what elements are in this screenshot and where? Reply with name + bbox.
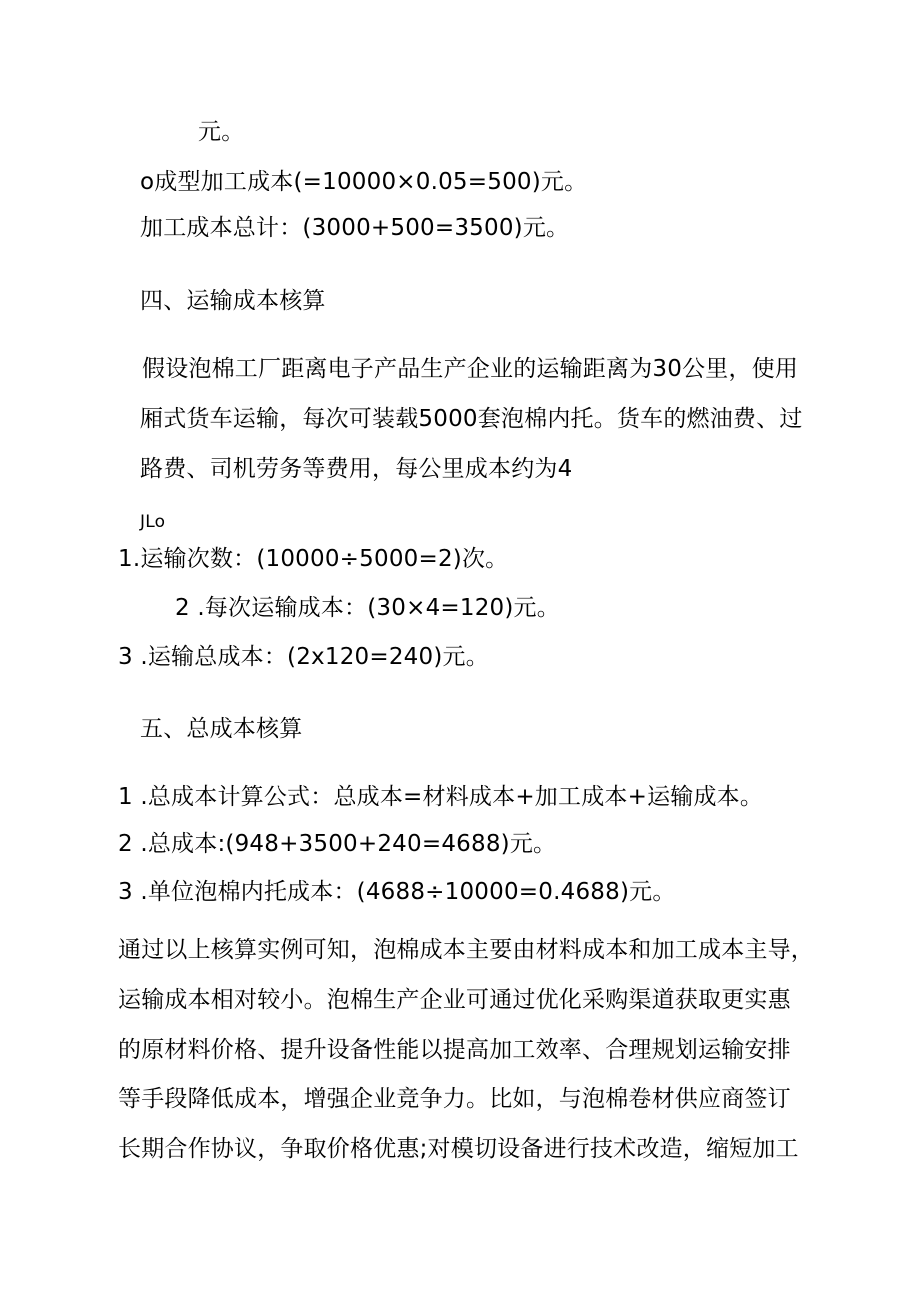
list-item-total-cost: 2 .总成本:(948+3500+240=4688)元。 <box>118 831 557 857</box>
text-line-processing-total: 加工成本总计：(3000+500=3500)元。 <box>140 215 570 241</box>
paragraph-line: 厢式货车运输，每次可装载5000套泡棉内托。货车的燃油费、过 <box>140 406 803 432</box>
paragraph-line: 假设泡棉工厂距离电子产品生产企业的运输距离为30公里，使用 <box>142 356 799 382</box>
list-item-unit-cost: 3 .单位泡棉内托成本：(4688÷10000=0.4688)元。 <box>118 879 676 905</box>
text-fragment: JLo <box>140 512 166 532</box>
text-line-forming-cost: o成型加工成本(=10000×0.05=500)元。 <box>140 169 588 195</box>
paragraph-line: 运输成本相对较小。泡棉生产企业可通过优化采购渠道获取更实惠 <box>118 987 791 1013</box>
paragraph-line: 长期合作协议，争取价格优惠;对模切设备进行技术改造，缩短加工 <box>118 1136 799 1162</box>
paragraph-line: 等手段降低成本，增强企业竞争力。比如，与泡棉卷材供应商签订 <box>118 1086 791 1112</box>
list-item-transport-total: 3 .运输总成本：(2x120=240)元。 <box>118 644 489 670</box>
list-item-transport-count: 1.运输次数：(10000÷5000=2)次。 <box>118 546 509 572</box>
section-heading-total-cost: 五、总成本核算 <box>140 716 303 742</box>
paragraph-line: 通过以上核算实例可知，泡棉成本主要由材料成本和加工成本主导， <box>118 937 814 963</box>
section-heading-transport: 四、运输成本核算 <box>140 288 326 314</box>
list-item-transport-each: 2 .每次运输成本：(30×4=120)元。 <box>175 595 560 621</box>
list-item-formula: 1 .总成本计算公式：总成本=材料成本+加工成本+运输成本。 <box>118 784 764 810</box>
paragraph-line: 路费、司机劳务等费用，每公里成本约为4 <box>140 456 573 482</box>
paragraph-line: 的原材料价格、提升设备性能以提高加工效率、合理规划运输安排 <box>118 1037 791 1063</box>
text-line-yuan: 元。 <box>198 119 245 145</box>
